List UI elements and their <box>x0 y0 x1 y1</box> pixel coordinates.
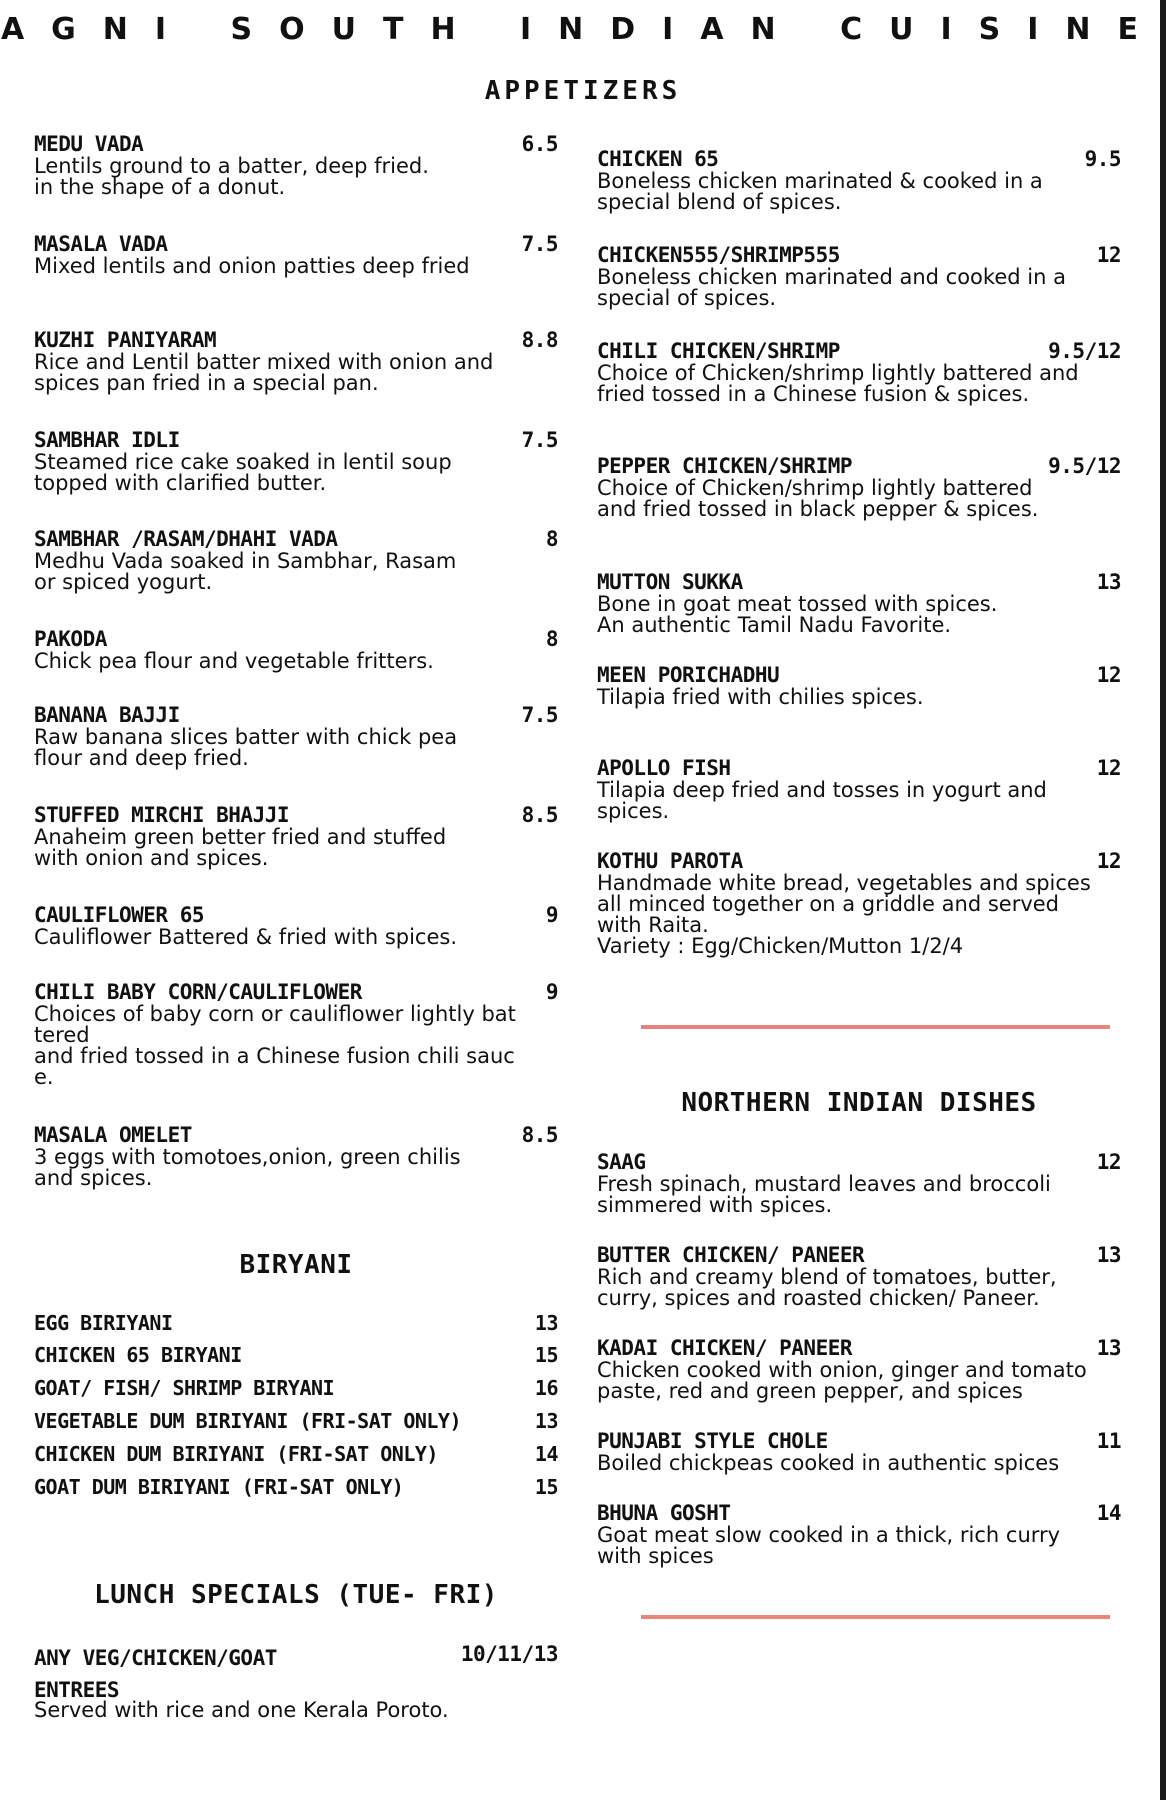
item-description: Boneless chicken marinated & cooked in a special blend of spices. <box>597 169 1043 214</box>
item-name: CHILI CHICKEN/SHRIMP <box>597 339 840 363</box>
item-name: VEGETABLE DUM BIRIYANI (FRI-SAT ONLY) <box>34 1409 462 1433</box>
item-price: 14 <box>534 1442 558 1466</box>
item-description: Steamed rice cake soaked in lentil soup topped with clarified butter. <box>34 450 452 495</box>
item-description: Anaheim green better fried and stuffed with onion and spices. <box>34 825 447 870</box>
item-price: 7.5 <box>521 232 558 256</box>
item-name: SAMBHAR IDLI <box>34 428 180 452</box>
biryani-item <box>34 1408 558 1434</box>
item-price: 13 <box>1096 1336 1121 1360</box>
item-description: Tilapia deep fried and tosses in yogurt and spices. <box>597 778 1047 823</box>
item-price: 7.5 <box>521 703 558 727</box>
item-description: Boiled chickpeas cooked in authentic spices <box>597 1451 1060 1475</box>
item-price: 13 <box>1096 570 1121 594</box>
item-price: 12 <box>1096 756 1121 780</box>
item-description: Cauliflower Battered & fried with spices. <box>34 925 458 949</box>
biryani-item <box>34 1474 558 1500</box>
item-description: Served with rice and one Kerala Poroto. <box>34 1698 449 1722</box>
item-price: 9.5/12 <box>1048 339 1121 363</box>
item-price: 13 <box>1096 1243 1121 1267</box>
appetizers-heading: APPETIZERS <box>484 76 682 106</box>
item-name: MUTTON SUKKA <box>597 570 743 594</box>
item-name: ANY VEG/CHICKEN/GOAT ENTREES <box>34 1646 277 1702</box>
item-description: Tilapia fried with chilies spices. <box>597 685 924 709</box>
item-name: KADAI CHICKEN/ PANEER <box>597 1336 853 1360</box>
item-name: CHICKEN 65 BIRYANI <box>34 1343 242 1367</box>
item-price: 13 <box>534 1409 558 1433</box>
item-name: MASALA VADA <box>34 232 168 256</box>
item-description: Mixed lentils and onion patties deep fried <box>34 254 470 278</box>
section-divider <box>641 1615 1110 1619</box>
item-price: 13 <box>534 1311 558 1335</box>
item-description: Chicken cooked with onion, ginger and tomato paste, red and green pepper, and spices <box>597 1358 1087 1403</box>
item-price: 9 <box>545 903 558 927</box>
item-name: CHICKEN 65 <box>597 147 719 171</box>
item-description: Handmade white bread, vegetables and spices all minced together on a griddle and served with Raita. Variety : Egg/Chicken/Mutton 1/2/4 <box>597 871 1091 958</box>
restaurant-title: AGNI SOUTH INDIAN CUISINE <box>0 12 1166 47</box>
item-description: Choices of baby corn or cauliflower lightly bat tered and fried tossed in a Chinese fusion chili sauc e. <box>34 1002 516 1089</box>
item-name: KUZHI PANIYARAM <box>34 328 217 352</box>
item-name: PAKODA <box>34 627 107 651</box>
item-price: 8 <box>545 527 558 551</box>
item-name: CHILI BABY CORN/CAULIFLOWER <box>34 980 362 1004</box>
item-price: 6.5 <box>521 132 558 156</box>
lunch-specials-heading: LUNCH SPECIALS (TUE- FRI) <box>94 1580 498 1610</box>
item-price: 12 <box>1096 243 1121 267</box>
item-price: 8.5 <box>521 803 558 827</box>
item-price: 9 <box>545 980 558 1004</box>
item-name: GOAT DUM BIRIYANI (FRI-SAT ONLY) <box>34 1475 404 1499</box>
item-description: Raw banana slices batter with chick pea flour and deep fried. <box>34 725 458 770</box>
item-description: Boneless chicken marinated and cooked in a special of spices. <box>597 265 1066 310</box>
item-name: GOAT/ FISH/ SHRIMP BIRYANI <box>34 1376 335 1400</box>
item-name: APOLLO FISH <box>597 756 731 780</box>
item-name: SAAG <box>597 1150 646 1174</box>
right-column <box>597 0 1121 1800</box>
item-name: EGG BIRIYANI <box>34 1311 173 1335</box>
item-name: MEEN PORICHADHU <box>597 663 780 687</box>
item-name: BANANA BAJJI <box>34 703 180 727</box>
item-description: Bone in goat meat tossed with spices. An authentic Tamil Nadu Favorite. <box>597 592 998 637</box>
item-price: 16 <box>534 1376 558 1400</box>
left-column <box>34 0 558 1800</box>
page-frame-edge <box>1160 0 1166 1800</box>
biryani-item <box>34 1375 558 1401</box>
item-description: 3 eggs with tomotoes,onion, green chilis and spices. <box>34 1145 461 1190</box>
item-price: 9.5 <box>1084 147 1121 171</box>
item-price: 9.5/12 <box>1048 454 1121 478</box>
item-price: 12 <box>1096 663 1121 687</box>
biryani-item <box>34 1310 558 1336</box>
item-name: KOTHU PAROTA <box>597 849 743 873</box>
section-divider <box>641 1025 1110 1029</box>
item-price: 8.8 <box>521 328 558 352</box>
item-description: Medhu Vada soaked in Sambhar, Rasam or spiced yogurt. <box>34 549 457 594</box>
item-description: Choice of Chicken/shrimp lightly battered and fried tossed in black pepper & spices. <box>597 476 1039 521</box>
item-description: Rice and Lentil batter mixed with onion and spices pan fried in a special pan. <box>34 350 494 395</box>
item-name: CHICKEN DUM BIRIYANI (FRI-SAT ONLY) <box>34 1442 438 1466</box>
northern-indian-heading: NORTHERN INDIAN DISHES <box>681 1088 1037 1118</box>
item-price: 7.5 <box>521 428 558 452</box>
item-name: PUNJABI STYLE CHOLE <box>597 1429 828 1453</box>
item-price: 8.5 <box>521 1123 558 1147</box>
item-name: CHICKEN555/SHRIMP555 <box>597 243 840 267</box>
item-price: 10/11/13 <box>460 1642 558 1666</box>
item-price: 12 <box>1096 1150 1121 1174</box>
item-price: 12 <box>1096 849 1121 873</box>
item-price: 11 <box>1096 1429 1121 1453</box>
item-name: BUTTER CHICKEN/ PANEER <box>597 1243 865 1267</box>
item-name: BHUNA GOSHT <box>597 1501 731 1525</box>
item-name: CAULIFLOWER 65 <box>34 903 205 927</box>
item-description: Chick pea flour and vegetable fritters. <box>34 649 434 673</box>
item-name: SAMBHAR /RASAM/DHAHI VADA <box>34 527 338 551</box>
item-name: STUFFED MIRCHI BHAJJI <box>34 803 290 827</box>
item-price: 14 <box>1096 1501 1121 1525</box>
biryani-heading: BIRYANI <box>239 1250 353 1280</box>
item-name: MASALA OMELET <box>34 1123 192 1147</box>
item-price: 8 <box>545 627 558 651</box>
item-price: 15 <box>534 1343 558 1367</box>
item-name: PEPPER CHICKEN/SHRIMP <box>597 454 853 478</box>
item-description: Goat meat slow cooked in a thick, rich curry with spices <box>597 1523 1061 1568</box>
item-price: 15 <box>534 1475 558 1499</box>
biryani-item <box>34 1441 558 1467</box>
biryani-item <box>34 1342 558 1368</box>
item-name: MEDU VADA <box>34 132 144 156</box>
item-description: Rich and creamy blend of tomatoes, butter, curry, spices and roasted chicken/ Paneer. <box>597 1265 1057 1310</box>
item-description: Lentils ground to a batter, deep fried. in the shape of a donut. <box>34 154 429 199</box>
item-description: Choice of Chicken/shrimp lightly battered and fried tossed in a Chinese fusion & spices. <box>597 361 1079 406</box>
item-description: Fresh spinach, mustard leaves and broccoli simmered with spices. <box>597 1172 1051 1217</box>
